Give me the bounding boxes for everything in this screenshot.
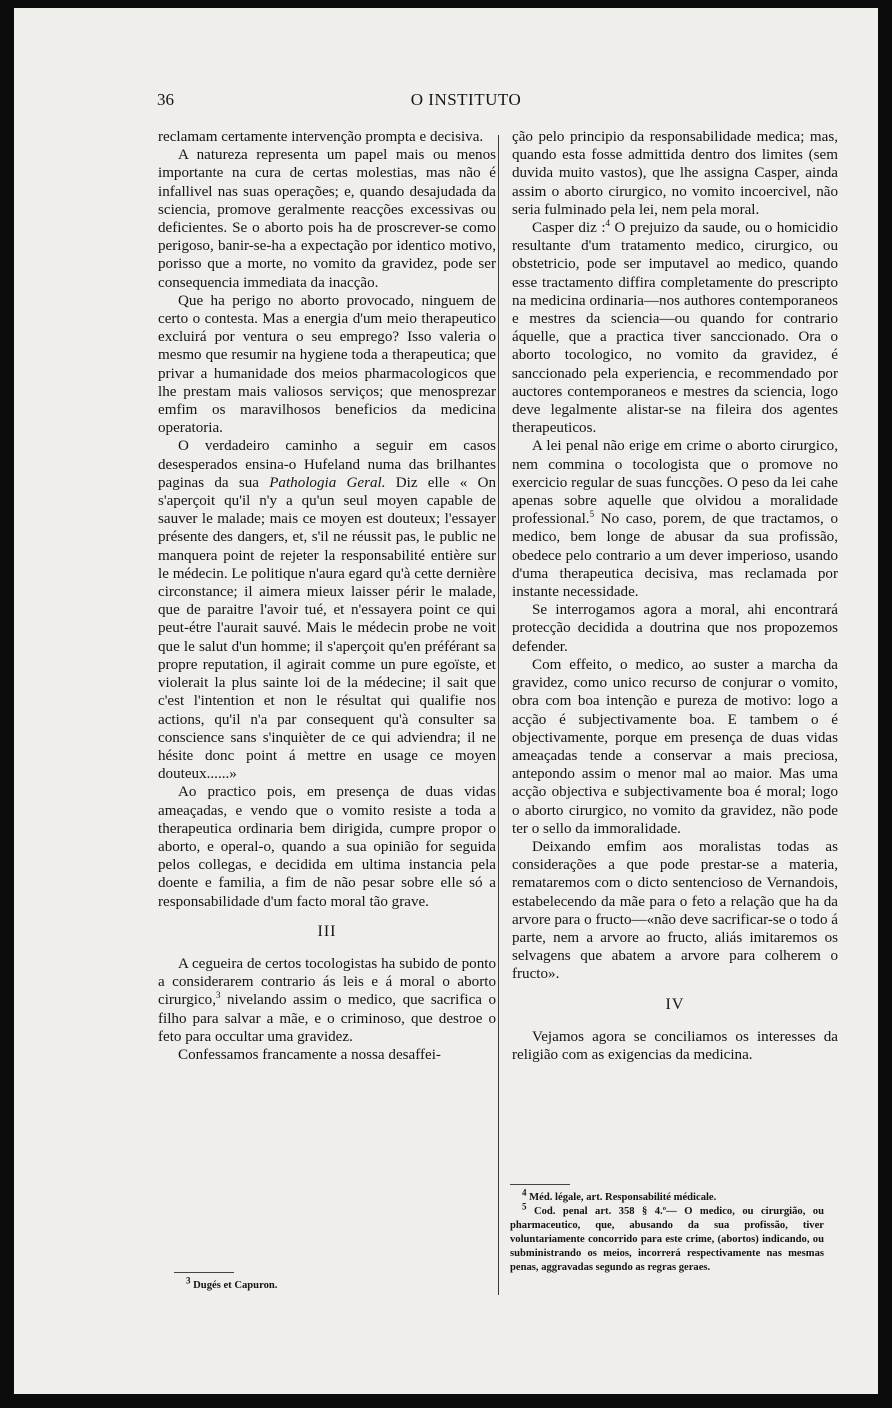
running-head: O INSTITUTO: [410, 90, 522, 109]
paragraph: Com effeito, o medico, ao suster a marcha da gravidez, como unico recurso de conjurar o vomito, obra com boa intenção e pureza de motivo: logo a acção é subjectivamente boa. E tambem o é objectivamente, porque em presença de duas vidas ameaçadas tende a conservar a mais preciosa, antepondo assim o menor mal ao maior. Mas uma acção objectiva e subjectivamente boa é moral; logo o aborto cirurgico, no vomito da gravidez, não pode ter o sello da immoralidade.: [512, 656, 838, 837]
paragraph: [158, 955, 496, 1046]
paragraph-text: No caso, porem, de que tractamos, o medico, bem longe de abusar da sua profissão, obedece pelo contrario a um dever imperioso, usando d'uma therapeutica decisiva, mas reclamada por instante necessidade.: [512, 511, 838, 601]
scanned-page: [14, 8, 878, 1394]
footnote-rule: [174, 1272, 234, 1273]
paragraph-text: nivelando assim o medico, que sacrifica o filho para salvar a mãe, e o criminoso, que destroe o feto para occultar uma gravidez.: [158, 992, 496, 1045]
paragraph: ção pelo principio da responsabilidade medica; mas, quando esta fosse admittida dentro dos limites (sem duvida muito vastos), que lhe assigna Casper, ainda assim o aborto cirurgico, no vomito incoercivel, não seria fulminado pela lei, nem pela moral.: [512, 129, 838, 218]
page-header: [14, 90, 878, 120]
paragraph-text: O verdadeiro caminho a seguir em casos desesperados ensina-o Hufeland numa das brilhantes paginas da sua: [158, 438, 496, 491]
italic-title: Pathologia Geral.: [269, 474, 386, 491]
section-heading-iii: III: [317, 922, 337, 940]
footnote-ref: 4: [605, 217, 611, 228]
footnote-mark: 3: [186, 1275, 191, 1286]
paragraph: reclamam certamente intervenção prompta e decisiva.: [158, 129, 484, 145]
paragraph: Ao practico pois, em presença de duas vidas ameaçadas, e vendo que o vomito resiste a toda a therapeutica ordinaria bem dirigida, cumpre propor o aborto, e operal-o, quando a sua opinião for seguida pelos collegas, e decidida em ultima instancia pela doente e familia, a fim de não pesar sobre elle só a responsabilidade d'um facto moral tão grave.: [158, 784, 496, 910]
section-heading-iv: IV: [665, 995, 685, 1013]
footnotes-right: [510, 1187, 824, 1275]
footnote: [510, 1201, 824, 1275]
paragraph-text: A cegueira de certos tocologistas ha subido de ponto a considerarem contrario ás leis e á moral o aborto cirurgico,: [158, 955, 496, 1009]
footnote-text: Cod. penal art. 358 § 4.º— O medico, ou cirurgião, ou pharmaceutico, que, abusando da sua profissão, tiver voluntariamente concorrido para este crime, (abortos) indicando, ou subministrando os meios, incorrerá respectivamente nas mesmas penas, aggravadas segundo as regras geraes.: [510, 1206, 824, 1273]
paragraph: Vejamos agora se conciliamos os interesses da religião com as exigencias da medicina.: [512, 1028, 838, 1063]
page-number: 36: [157, 90, 174, 109]
footnote-rule: [510, 1184, 570, 1185]
footnote: [510, 1187, 824, 1205]
footnote-ref: 5: [589, 509, 595, 520]
right-column: [498, 128, 838, 1064]
paragraph: Deixando emfim aos moralistas todas as considerações a que pode prestar-se a materia, remataremos com o dicto sentencioso de Vernandois, estabelecendo da mãe para o feto a relação que ha da arvore para o fructo—«não deve sacrificar-se o todo á parte, nem a arvore ao fructo, aliás imitaremos os selvagens que abatem a arvore para colherem o fructo».: [512, 838, 838, 983]
paragraph: [512, 437, 838, 601]
footnote-mark: 5: [522, 1201, 527, 1212]
paragraph: Confessamos francamente a nossa desaffei-: [178, 1046, 441, 1063]
paragraph-text: A lei penal não erige em crime o aborto cirurgico, nem commina o tocologista que o promove no exercicio regular de suas funcções. O peso da lei cahe apenas sobre aquelle que olvidou a moralidade professional.: [512, 438, 838, 528]
footnote-ref: 3: [215, 990, 221, 1001]
paragraph: [158, 437, 496, 783]
footnote-mark: 4: [522, 1187, 527, 1198]
footnote-text: Dugés et Capuron.: [193, 1280, 278, 1291]
paragraph: Se interrogamos agora a moral, ahi encontrará protecção decidida a doutrina que nos propozemos defender.: [512, 602, 838, 655]
footnote-text: Méd. légale, art. Responsabilité médicale.: [529, 1192, 717, 1203]
left-column: [158, 128, 496, 1064]
footnote: [174, 1275, 474, 1293]
paragraph-text: O prejuizo da saude, ou o homicidio resultante d'um tratamento medico, cirurgico, ou obstetricio, pode ser imputavel ao medico, quando esse tractamento diffira completamente do prescripto na medicina ordinaria—nos authores contemporaneos e mestres da sciencia—ou quando for contrario áquelle, que a practica tiver sanccionado. Ora o aborto tocologico, no vomito da gravidez, é sanccionado pela experiencia, e recommendado por auctores contemporaneos e mestres da sciencia, logo deve legalmente alistar-se na fileira dos agentes therapeuticos.: [512, 220, 838, 437]
paragraph: A natureza representa um papel mais ou menos importante na cura de certas molestias, mas não é infallivel nas suas operações; e, quando desajudada da sciencia, promove geralmente reacções excessivas ou deficientes. Se o aborto pois ha de proscrever-se como perigoso, banir-se-ha a expectação por identico motivo, porisso que a morte, no vomito da gravidez, pode ser consequencia immediata da inacção.: [158, 147, 496, 291]
paragraph-text: Casper diz :: [532, 220, 606, 237]
paragraph: [512, 219, 838, 437]
footnotes-left: [174, 1275, 474, 1293]
paragraph: Que ha perigo no aborto provocado, ninguem de certo o contesta. Mas a energia d'um meio therapeutico excluirá por ventura o seu emprego? Isso valeria o mesmo que resumir na hygiene toda a therapeutica; que privar a humanidade dos meios pharmacologicos que lhe prestam mais valiosos serviços; que menosprezar emfim os maravilhosos beneficios da medicina operatoria.: [158, 292, 496, 437]
paragraph-text: Diz elle « On s'aperçoit qu'il n'y a qu'un seul moyen capable de sauver le malade; mais ce moyen est douteux; l'essayer présente des dangers, et, s'il ne réussit pas, le public ne manquera point de rejeter la responsabilité entière sur le médecin. Le politique n'aura egard qu'à cette dernière circonstance; il aimera mieux laisser périr le malade, que de paraitre l'avoir tué, et n'essayera point ce qui peut-étre l'aurait sauvé. Mais le médecin probe ne voit que le salut d'un homme; il s'aperçoit qu'en préférant sa propre reputation, il agirait comme un pure egoïste, et violerait la plus sainte loi de la médecine; il sait que c'est l'intention et non le résultat qui qualifie nos actions, qu'il n'a par consequent qu'à consulter sa conscience sans s'inquièter de ce qui adviendra; il ne hésite donc point á mettre en usage ce moyen douteux......»: [158, 474, 497, 783]
